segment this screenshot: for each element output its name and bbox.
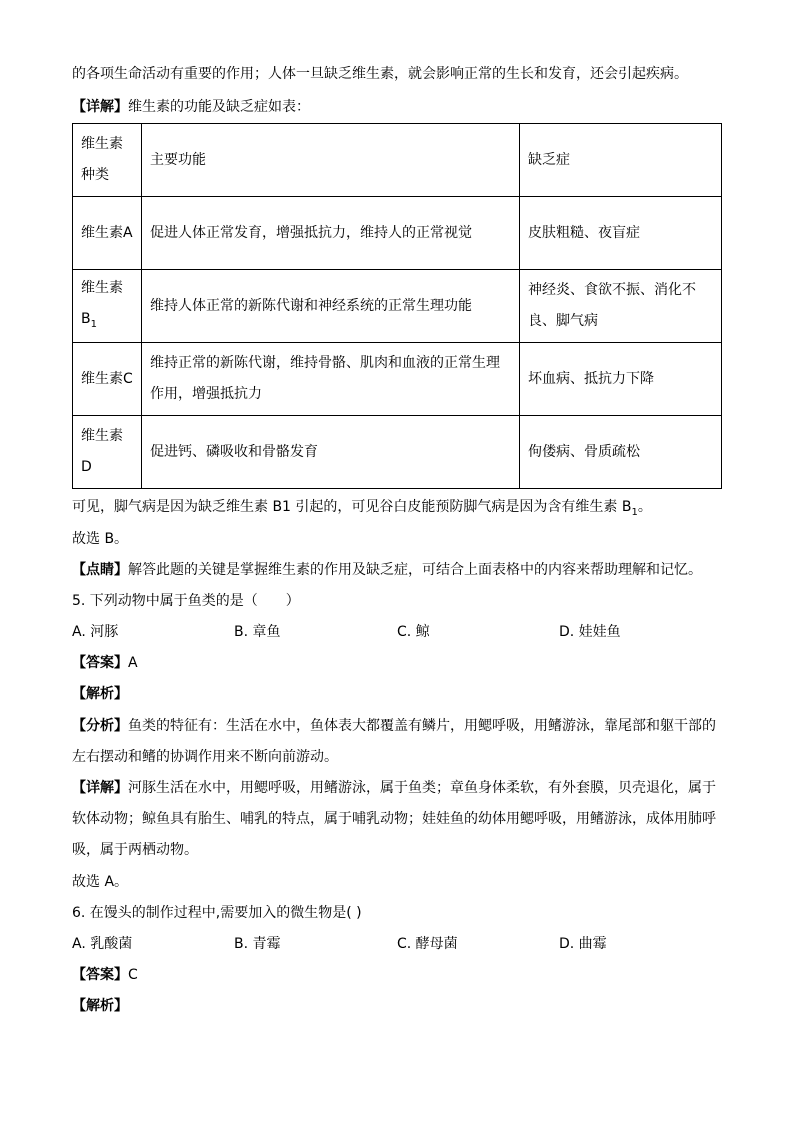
question-6-stem: 6. 在馒头的制作过程中,需要加入的微生物是( ) bbox=[72, 905, 362, 921]
intro-paragraph: 的各项生命活动有重要的作用；人体一旦缺乏维生素，就会影响正常的生长和发育，还会引起疾病。 bbox=[72, 66, 688, 82]
detail-text: 河豚生活在水中，用鳃呼吸，用鳍游泳，属于鱼类；章鱼身体柔软，有外套膜，贝壳退化，属于 bbox=[128, 780, 716, 796]
deficiency-cell: 坏血病、抵抗力下降 bbox=[520, 343, 722, 416]
header-cell-deficiency: 缺乏症 bbox=[520, 124, 722, 197]
vitamin-subscript: 1 bbox=[90, 318, 97, 330]
fenxi-text: 鱼类的特征有：生活在水中，鱼体表大都覆盖有鳞片，用鳃呼吸，用鳍游泳，靠尾部和躯干部的 bbox=[128, 718, 716, 734]
q6-analysis-tag: 【解析】 bbox=[72, 998, 128, 1014]
vitamin-table bbox=[72, 123, 722, 489]
detail-heading bbox=[72, 97, 310, 117]
choose-b-line: 故选 B。 bbox=[72, 531, 129, 547]
conclusion-line bbox=[72, 497, 652, 523]
q5-detail-line-2: 软体动物；鲸鱼具有胎生、哺乳的特点，属于哺乳动物；娃娃鱼的幼体用鳃呼吸，用鳍游泳，成体用肺呼 bbox=[72, 811, 716, 827]
q6-answer-line bbox=[72, 965, 138, 985]
vitamin-name-cell: 维生素C bbox=[73, 343, 142, 416]
function-cell: 促进钙、磷吸收和骨骼发育 bbox=[142, 416, 520, 489]
deficiency-cell: 皮肤粗糙、夜盲症 bbox=[520, 197, 722, 270]
q5-detail-line-3: 吸，属于两栖动物。 bbox=[72, 842, 198, 858]
q6-option-c: C. 酵母菌 bbox=[397, 936, 458, 952]
detail-tag: 【详解】 bbox=[72, 99, 128, 115]
conclusion-text: 可见，脚气病是因为缺乏维生素 B1 引起的，可见谷白皮能预防脚气病是因为含有维生素 B bbox=[72, 499, 632, 515]
fenxi-tag: 【分析】 bbox=[72, 718, 128, 734]
header-cell-function: 主要功能 bbox=[142, 124, 520, 197]
answer-tag: 【答案】 bbox=[72, 655, 128, 671]
answer-tag: 【答案】 bbox=[72, 967, 128, 983]
table-row bbox=[73, 197, 722, 270]
q5-option-b: B. 章鱼 bbox=[234, 624, 281, 640]
deficiency-cell: 神经炎、食欲不振、消化不良、脚气病 bbox=[520, 270, 722, 343]
table-row bbox=[73, 343, 722, 416]
header-cell-type: 维生素种类 bbox=[73, 124, 142, 197]
q6-option-d: D. 曲霉 bbox=[559, 936, 607, 952]
question-5-stem: 5. 下列动物中属于鱼类的是（ ） bbox=[72, 593, 300, 609]
q5-option-c: C. 鲸 bbox=[397, 624, 430, 640]
q5-choose-line: 故选 A。 bbox=[72, 874, 129, 890]
table-row bbox=[73, 416, 722, 489]
function-cell: 维持人体正常的新陈代谢和神经系统的正常生理功能 bbox=[142, 270, 520, 343]
point-tag: 【点睛】 bbox=[72, 562, 128, 578]
q5-answer-line bbox=[72, 653, 138, 673]
function-cell: 促进人体正常发育，增强抵抗力，维持人的正常视觉 bbox=[142, 197, 520, 270]
q5-fenxi-line-1 bbox=[72, 716, 716, 736]
vitamin-name-text: 维生素B bbox=[81, 279, 123, 327]
q5-option-d: D. 娃娃鱼 bbox=[559, 624, 621, 640]
deficiency-cell: 佝偻病、骨质疏松 bbox=[520, 416, 722, 489]
q5-option-a: A. 河豚 bbox=[72, 624, 119, 640]
q5-fenxi-line-2: 左右摆动和鳍的协调作用来不断向前游动。 bbox=[72, 749, 338, 765]
table-row bbox=[73, 270, 722, 343]
vitamin-name-cell: 维生素D bbox=[73, 416, 142, 489]
point-line bbox=[72, 560, 702, 580]
detail-tag: 【详解】 bbox=[72, 780, 128, 796]
conclusion-end: 。 bbox=[637, 499, 652, 515]
function-cell: 维持正常的新陈代谢，维持骨骼、肌肉和血液的正常生理作用，增强抵抗力 bbox=[142, 343, 520, 416]
detail-text: 维生素的功能及缺乏症如表： bbox=[128, 99, 310, 115]
answer-value: A bbox=[128, 655, 138, 671]
table-header-row bbox=[73, 124, 722, 197]
answer-value: C bbox=[128, 967, 138, 983]
q6-option-a: A. 乳酸菌 bbox=[72, 936, 133, 952]
vitamin-name-cell bbox=[73, 270, 142, 343]
point-text: 解答此题的关键是掌握维生素的作用及缺乏症，可结合上面表格中的内容来帮助理解和记忆。 bbox=[128, 562, 702, 578]
q5-analysis-tag: 【解析】 bbox=[72, 686, 128, 702]
vitamin-name-cell: 维生素A bbox=[73, 197, 142, 270]
conclusion-subscript: 1 bbox=[631, 506, 638, 518]
q6-option-b: B. 青霉 bbox=[234, 936, 281, 952]
q5-detail-line-1 bbox=[72, 778, 716, 798]
